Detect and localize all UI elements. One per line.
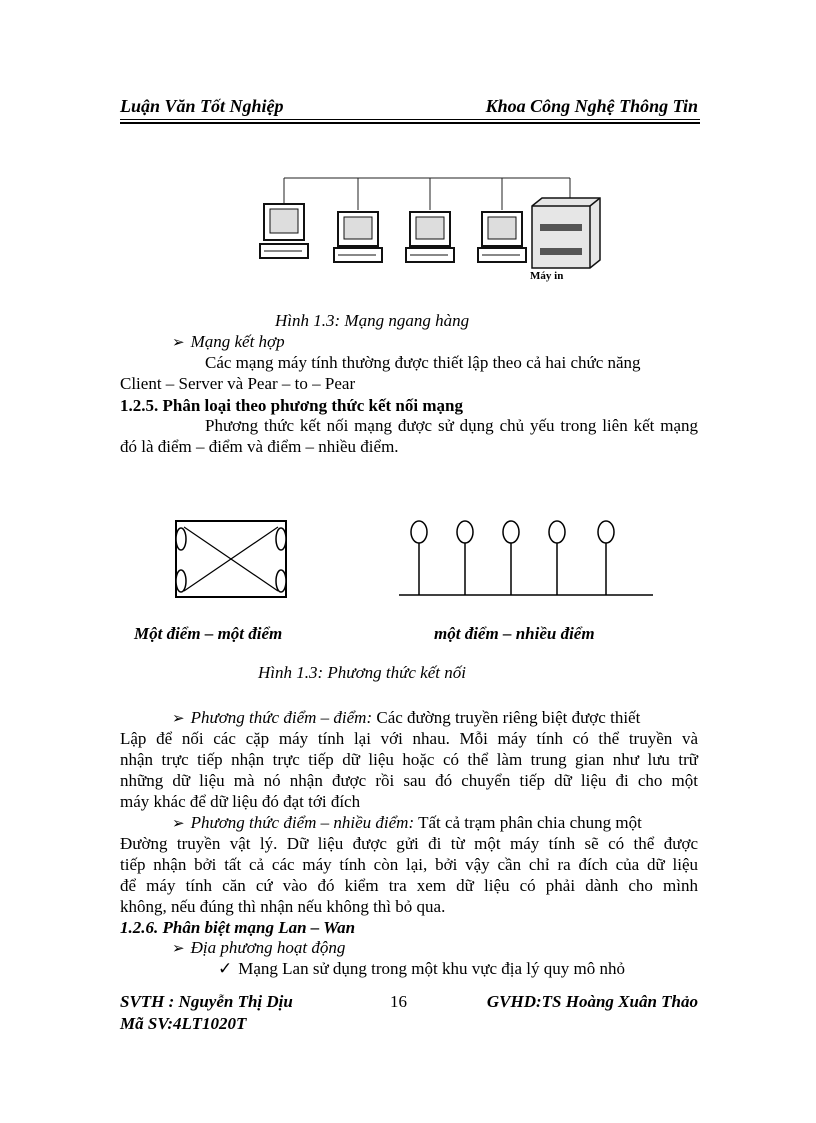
p2p-line4: những dữ liệu mà nó nhận được rồi sau đó chuyển tiếp dữ liệu đi cho một — [120, 771, 698, 790]
p2mp-line5: không, nếu đúng thì nhận nếu không thì bỏ qua. — [120, 897, 446, 916]
check-icon: ✓ — [218, 959, 233, 978]
section-126-item1: ✓ Mạng Lan sử dụng trong một khu vực địa lý quy mô nhỏ — [218, 959, 625, 978]
section-125-line2: đó là điểm – điểm và điểm – nhiều điểm. — [120, 437, 399, 456]
p2mp-line4: để máy tính căn cứ vào đó kiểm tra xem dữ liệu có phải dành cho mình — [120, 876, 698, 895]
figure2-caption: Hình 1.3: Phương thức kết nối — [258, 663, 466, 682]
header-rule-thick — [120, 122, 700, 124]
computer-icon — [260, 204, 308, 258]
p2mp-line3: tiếp nhận bởi tất cả các máy tính còn lại, bởi vậy cần chỉ ra đích của dữ liệu — [120, 855, 698, 874]
computer-icon — [406, 212, 454, 262]
bullet-arrow-icon: ➢ — [172, 816, 185, 832]
footer-student-id: Mã SV:4LT1020T — [120, 1014, 247, 1033]
bullet-arrow-icon: ➢ — [172, 711, 185, 727]
point-to-point-diagram — [170, 515, 295, 605]
combined-title: Mạng kết hợp — [190, 332, 285, 351]
header-right: Khoa Công Nghệ Thông Tin — [485, 96, 698, 116]
printer-label: Máy in — [530, 270, 564, 282]
combined-bullet-line — [172, 331, 285, 354]
footer-page-number: 16 — [390, 992, 407, 1011]
point-to-multipoint-diagram — [395, 515, 660, 600]
p2mp-line1: ➢ Phương thức điểm – nhiều điểm: Tất cả trạm phân chia chung một — [172, 813, 642, 832]
header-left: Luận Văn Tốt Nghiệp — [120, 96, 284, 116]
computer-icon — [334, 212, 382, 262]
footer-student: SVTH : Nguyễn Thị Dịu — [120, 992, 293, 1011]
bullet-arrow-icon: ➢ — [172, 941, 185, 957]
p2p-line3: nhận trực tiếp nhận trực tiếp dữ liệu hoặc có thể làm trung gian như lưu trữ — [120, 750, 698, 769]
header-rule-thin — [120, 119, 700, 120]
section-125-line1: Phương thức kết nối mạng được sử dụng chủ yếu trong liên kết mạng — [205, 416, 698, 435]
section-126-sub: ➢ Địa phương hoạt động — [172, 938, 346, 957]
p2p-line5: máy khác để dữ liệu đó đạt tới đích — [120, 792, 361, 811]
p2mp-line2: Đường truyền vật lý. Dữ liệu được gửi đi từ một máy tính sẽ có thể được — [120, 834, 698, 853]
bullet-arrow-icon: ➢ — [172, 335, 185, 351]
section-126-heading: 1.2.6. Phân biệt mạng Lan – Wan — [120, 918, 356, 937]
combined-line1: Các mạng máy tính thường được thiết lập theo cả hai chức năng — [205, 353, 641, 372]
p2p-line2: Lập để nối các cặp máy tính lại với nhau. Mỗi máy tính có thể truyền và — [120, 729, 698, 748]
footer-advisor: GVHD:TS Hoàng Xuân Thảo — [486, 992, 698, 1011]
section-125-heading: 1.2.5. Phân loại theo phương thức kết nối mạng — [120, 396, 463, 415]
figure1-caption: Hình 1.3: Mạng ngang hàng — [275, 311, 470, 330]
figure2-label-right: một điểm – nhiều điểm — [434, 624, 595, 643]
p2p-line1: ➢ Phương thức điểm – điểm: Các đường truyền riêng biệt được thiết — [172, 708, 641, 727]
printer-icon — [532, 198, 600, 268]
computer-icon — [478, 212, 526, 262]
figure2-label-left: Một điểm – một điểm — [134, 624, 283, 643]
combined-line2: Client – Server và Pear – to – Pear — [120, 374, 356, 393]
